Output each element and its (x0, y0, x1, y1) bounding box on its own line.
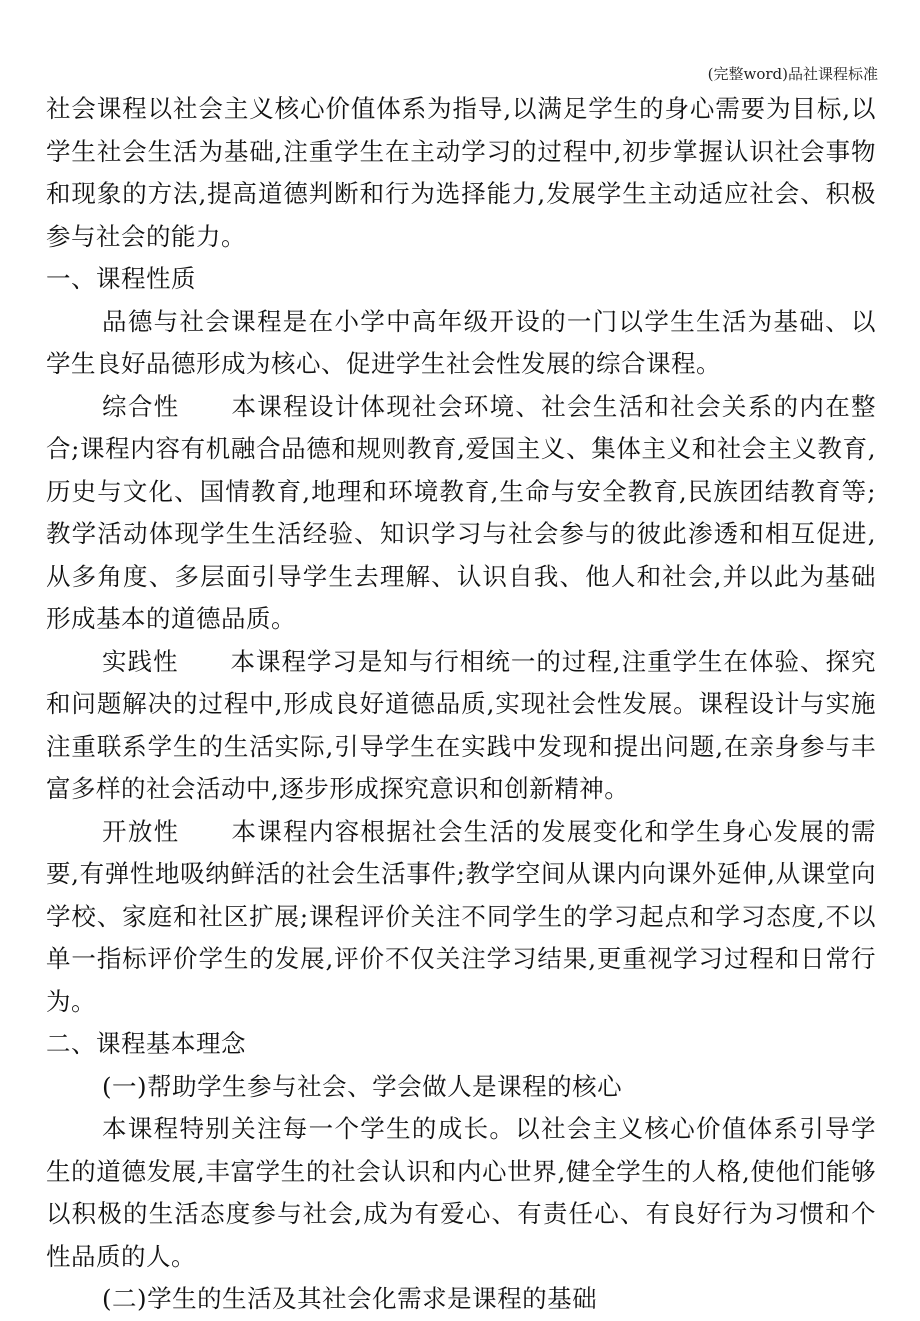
document-header: (完整word)品社课程标准 (707, 65, 878, 83)
open-paragraph (46, 811, 876, 1024)
nature-paragraph: 品德与社会课程是在小学中高年级开设的一门以学生生活为基础、以学生良好品德形成为核心、促进学生社会性发展的综合课程。 (46, 306, 876, 378)
section-heading-concepts: 二、课程基本理念 (46, 1029, 246, 1058)
open-term: 开放性 (102, 816, 180, 846)
subheading-core: (一)帮助学生参与社会、学会做人是课程的核心 (102, 1071, 623, 1101)
open-text: 本课程内容根据社会生活的发展变化和学生身心发展的需要,有弹性地吸纳鲜活的社会生活事件;教学空间从课内向课外延伸,从课堂向学校、家庭和社区扩展;课程评价关注不同学生的学习起点和学习态度,不以单一指标评价学生的发展,评价不仅关注学习结果,更重视学习过程和日常行为。 (46, 816, 877, 1016)
practice-text: 本课程学习是知与行相统一的过程,注重学生在体验、探究和问题解决的过程中,形成良好道德品质,实现社会性发展。课程设计与实施注重联系学生的生活实际,引导学生在实践中发现和提出问题,在亲身参与丰富多样的社会活动中,逐步形成探究意识和创新精神。 (46, 646, 876, 803)
core-paragraph: 本课程特别关注每一个学生的成长。以社会主义核心价值体系引导学生的道德发展,丰富学生的社会认识和内心世界,健全学生的人格,使他们能够以积极的生活态度参与社会,成为有爱心、有责任心、有良好行为习惯和个性品质的人。 (46, 1114, 876, 1271)
section-heading-nature: 一、课程性质 (46, 264, 196, 293)
intro-paragraph: 社会课程以社会主义核心价值体系为指导,以满足学生的身心需要为目标,以学生社会生活为基础,注重学生在主动学习的过程中,初步掌握认识社会事物和现象的方法,提高道德判断和行为选择能力,发展学生主动适应社会、积极参与社会的能力。 (46, 94, 876, 251)
document-body (46, 88, 876, 1321)
comprehensive-term: 综合性 (102, 391, 180, 421)
practice-term: 实践性 (102, 646, 179, 676)
comprehensive-paragraph (46, 386, 876, 641)
subheading-foundation: (二)学生的生活及其社会化需求是课程的基础 (102, 1284, 598, 1313)
comprehensive-text: 本课程设计体现社会环境、社会生活和社会关系的内在整合;课程内容有机融合品德和规则教育,爱国主义、集体主义和社会主义教育,历史与文化、国情教育,地理和环境教育,生命与安全教育,民族团结教育等;教学活动体现学生生活经验、知识学习与社会参与的彼此渗透和相互促进,从多角度、多层面引导学生去理解、认识自我、他人和社会,并以此为基础形成基本的道德品质。 (46, 391, 877, 633)
practice-paragraph (46, 641, 876, 811)
